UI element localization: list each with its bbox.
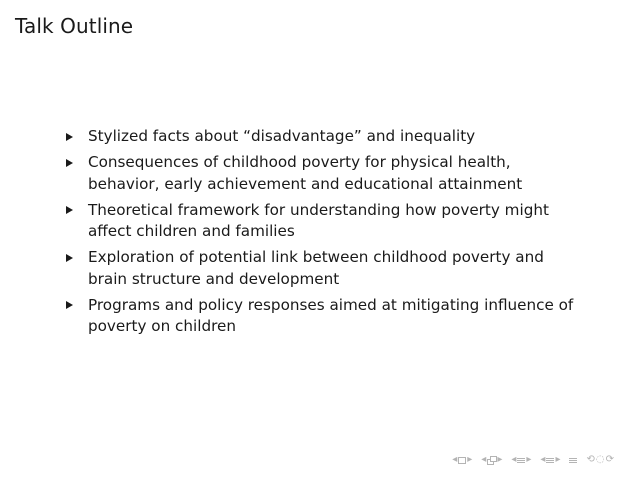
triangle-bullet-icon xyxy=(66,254,73,262)
triangle-bullet-icon xyxy=(66,206,73,214)
nav-section-lines-icon[interactable] xyxy=(517,458,525,463)
nav-section-group[interactable] xyxy=(511,455,531,465)
outline-item-text: Theoretical framework for understanding how poverty might affect children and families xyxy=(88,200,549,240)
nav-right-arrow-icon[interactable]: ▸ xyxy=(497,454,503,465)
outline-item-text: Programs and policy responses aimed at mitigating influence of poverty on children xyxy=(88,295,574,335)
triangle-bullet-icon xyxy=(66,159,73,167)
nav-left-arrow-icon[interactable]: ◂ xyxy=(481,454,487,465)
nav-left-arrow-icon[interactable]: ◂ xyxy=(452,454,458,465)
outline-item-text: Stylized facts about “disadvantage” and inequality xyxy=(88,127,476,145)
nav-left-arrow-icon[interactable]: ◂ xyxy=(511,454,517,465)
nav-right-arrow-icon[interactable]: ▸ xyxy=(467,454,473,465)
nav-search-icon[interactable]: ◌ xyxy=(595,454,605,465)
nav-right-arrow-icon[interactable]: ▸ xyxy=(555,454,561,465)
outline-item xyxy=(66,126,586,148)
nav-subsection-group[interactable] xyxy=(540,455,560,465)
nav-align-icon[interactable] xyxy=(569,458,577,463)
nav-search-icon[interactable]: ⟳ xyxy=(605,454,614,465)
slide-title: Talk Outline xyxy=(15,14,134,38)
outline-item xyxy=(66,247,586,290)
triangle-bullet-icon xyxy=(66,133,73,141)
triangle-bullet-icon xyxy=(66,301,73,309)
outline-item-text: Exploration of potential link between childhood poverty and brain structure and development xyxy=(88,248,544,288)
outline-item-text: Consequences of childhood poverty for physical health, behavior, early achievement and educational attainment xyxy=(88,153,523,193)
nav-frames-icon[interactable] xyxy=(487,456,496,464)
nav-left-arrow-icon[interactable]: ◂ xyxy=(540,454,546,465)
outline-item xyxy=(66,152,586,195)
nav-search-icon[interactable]: ⟲ xyxy=(586,454,595,465)
nav-right-arrow-icon[interactable]: ▸ xyxy=(526,454,532,465)
nav-search-group[interactable] xyxy=(586,455,614,465)
outline-item xyxy=(66,295,586,338)
nav-slide-box-icon[interactable] xyxy=(458,457,466,464)
nav-slide-group[interactable] xyxy=(452,455,472,465)
nav-subsection-lines-icon[interactable] xyxy=(546,458,554,463)
nav-frame-group[interactable] xyxy=(481,455,502,465)
outline-list xyxy=(66,126,586,342)
nav-align-group[interactable] xyxy=(569,458,577,463)
outline-item xyxy=(66,200,586,243)
beamer-navigation-bar xyxy=(452,455,620,465)
